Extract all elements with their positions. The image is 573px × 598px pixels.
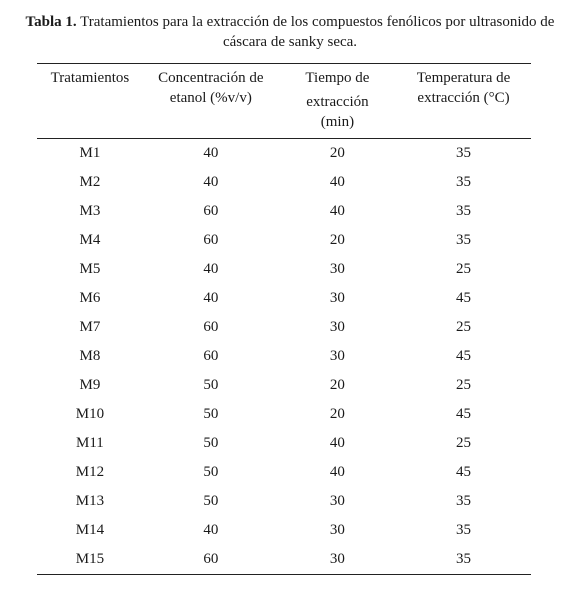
cell-tratamiento: M11 [76, 435, 104, 451]
cell-tiempo: 40 [329, 174, 345, 190]
cell-tratamiento: M8 [79, 348, 101, 364]
treatments-table [37, 63, 531, 575]
cell-temperatura: 25 [456, 435, 472, 451]
cell-tiempo: 30 [329, 261, 345, 277]
cell-concentracion: 60 [203, 551, 219, 567]
table-row [37, 197, 531, 226]
table-row [37, 342, 531, 371]
cell-concentracion: 60 [203, 348, 219, 364]
cell-tiempo: 30 [329, 319, 345, 335]
table-row [37, 516, 531, 545]
cell-tiempo: 40 [329, 464, 345, 480]
table-row [37, 313, 531, 342]
cell-tiempo: 40 [329, 203, 345, 219]
cell-temperatura: 35 [456, 493, 472, 509]
cell-tratamiento: M9 [79, 377, 101, 393]
cell-tiempo: 20 [329, 232, 345, 248]
cell-temperatura: 35 [456, 232, 472, 248]
cell-temperatura: 35 [456, 522, 472, 538]
cell-temperatura: 25 [456, 377, 472, 393]
cell-temperatura: 45 [456, 464, 472, 480]
cell-concentracion: 40 [203, 522, 219, 538]
cell-concentracion: 40 [203, 145, 219, 161]
header-tratamientos [37, 64, 143, 139]
cell-tiempo: 30 [329, 493, 345, 509]
table-row [37, 545, 531, 575]
cell-tiempo: 30 [329, 551, 345, 567]
header-tiempo-line1: Tiempo de [305, 70, 370, 86]
table-row [37, 284, 531, 313]
header-row [37, 64, 531, 139]
table-row [37, 255, 531, 284]
header-temperatura-line2: extracción (°C) [417, 90, 510, 106]
cell-tratamiento: M2 [79, 174, 101, 190]
cell-tiempo: 20 [329, 377, 345, 393]
cell-concentracion: 60 [203, 319, 219, 335]
header-temperatura-line1: Temperatura de [416, 70, 511, 86]
header-concentracion-line1: Concentración de [158, 70, 264, 86]
cell-concentracion: 60 [203, 232, 219, 248]
table-row [37, 429, 531, 458]
cell-concentracion: 50 [203, 493, 219, 509]
cell-tratamiento: M12 [75, 464, 105, 480]
cell-temperatura: 45 [456, 348, 472, 364]
cell-concentracion: 60 [203, 203, 219, 219]
cell-tiempo: 30 [329, 290, 345, 306]
cell-concentracion: 50 [203, 406, 219, 422]
caption-text: Tratamientos para la extracción de los compuestos fenólicos por ultrasonido de cáscara de sanky seca. [80, 14, 555, 50]
cell-tiempo: 30 [329, 522, 345, 538]
caption-label: Tabla 1. [25, 14, 77, 30]
cell-temperatura: 45 [456, 406, 472, 422]
header-temperatura [396, 64, 531, 139]
cell-tratamiento: M5 [79, 261, 101, 277]
cell-tiempo: 40 [329, 435, 345, 451]
cell-tratamiento: M10 [75, 406, 105, 422]
cell-tiempo: 30 [329, 348, 345, 364]
table-header [37, 64, 531, 139]
header-concentracion [143, 64, 279, 139]
cell-tratamiento: M4 [79, 232, 101, 248]
cell-temperatura: 25 [456, 261, 472, 277]
table-caption [10, 12, 570, 52]
header-concentracion-line2: etanol (%v/v) [169, 90, 252, 106]
cell-concentracion: 50 [203, 377, 219, 393]
table-body [37, 139, 531, 575]
cell-tratamiento: M13 [75, 493, 105, 509]
cell-tiempo: 20 [329, 145, 345, 161]
cell-concentracion: 40 [203, 174, 219, 190]
cell-tratamiento: M15 [75, 551, 105, 567]
cell-tratamiento: M3 [79, 203, 101, 219]
table-row [37, 400, 531, 429]
cell-tratamiento: M1 [79, 145, 101, 161]
header-tiempo-line2: extracción [306, 94, 369, 110]
cell-concentracion: 40 [203, 261, 219, 277]
cell-concentracion: 50 [203, 464, 219, 480]
cell-temperatura: 35 [456, 203, 472, 219]
table-row [37, 458, 531, 487]
cell-concentracion: 40 [203, 290, 219, 306]
cell-temperatura: 35 [456, 145, 472, 161]
cell-temperatura: 35 [456, 174, 472, 190]
cell-temperatura: 35 [456, 551, 472, 567]
table-row [37, 168, 531, 197]
cell-tiempo: 20 [329, 406, 345, 422]
cell-concentracion: 50 [203, 435, 219, 451]
table-row [37, 226, 531, 255]
header-tratamientos-label: Tratamientos [50, 70, 130, 86]
cell-tratamiento: M6 [79, 290, 101, 306]
cell-tratamiento: M7 [79, 319, 101, 335]
table-row [37, 487, 531, 516]
cell-tratamiento: M14 [75, 522, 105, 538]
header-tiempo [279, 64, 396, 139]
table-row [37, 139, 531, 169]
header-tiempo-line3: (min) [320, 114, 355, 130]
table-row [37, 371, 531, 400]
cell-temperatura: 45 [456, 290, 472, 306]
cell-temperatura: 25 [456, 319, 472, 335]
